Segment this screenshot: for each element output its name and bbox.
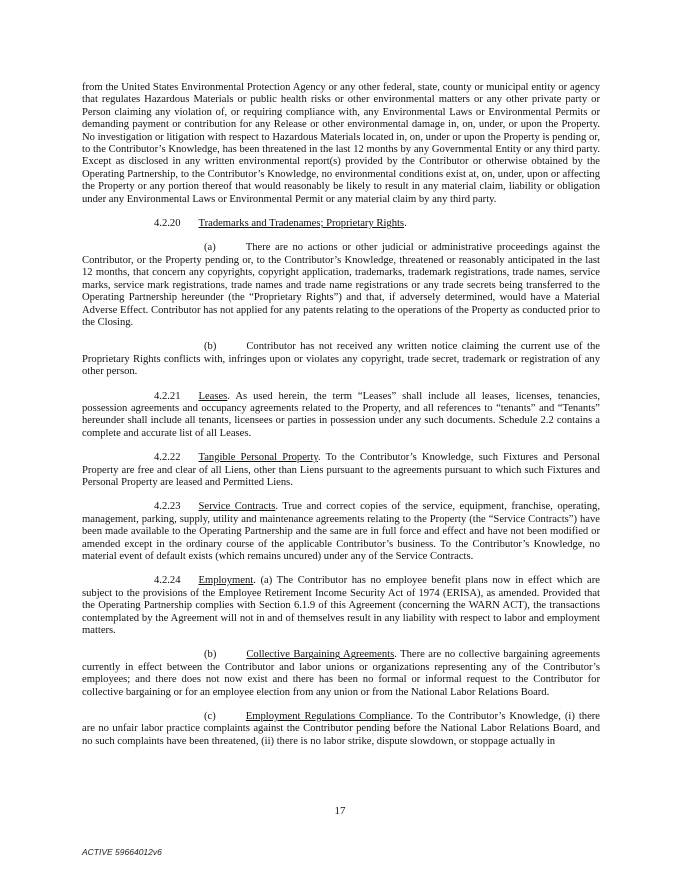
section-title: Leases [198,390,228,402]
section-number: 4.2.20 [154,218,181,230]
section-title: Service Contracts [198,501,276,513]
section-title: Employment [198,575,254,587]
section-text: . To the Contributor’s Knowledge, such Fixtures and Personal Property are free and clear of all Liens, other than Liens pursuant to the agreements pursuant to which such Fixtures and Personal Property are leased and Permitted Liens. [82,452,600,488]
page-number: 17 [334,805,346,817]
section-4-2-20-b [82,341,600,378]
section-number: 4.2.23 [154,501,181,513]
item-label: (b) [204,341,217,353]
section-4-2-20-heading: 4.2.20 Trademarks and Tradenames; Proprietary Rights. [154,218,407,230]
section-text: . (a) The Contributor has no employee benefit plans now in effect which are subject to the provisions of the Employee Retirement Income Security Act of 1974 (ERISA), as amended. Provided that the Operating Partnership complies with Section 6.1.9 of this Agreement (concerning the WARN ACT), the transactions contemplated by the Agreement will not in and of themselves result in any liability with respect to labor and employment matters. [82,575,600,637]
section-number: 4.2.21 [154,390,181,402]
item-label: (a) [204,242,216,254]
section-4-2-22 [82,452,600,489]
paragraph-environmental-continued: from the United States Environmental Protection Agency or any other federal, state, county or municipal entity or agency that regulates Hazardous Materials or public health risks or other environmental matters or any other private party or Person claiming any violation of, or requiring compliance with, any Environmental Laws or Environmental Permits or demanding payment or contribution for any Release or other environmental damage in, on, under, or upon the Property. No investigation or litigation with respect to Hazardous Materials located in, on, under or upon the Property is pending or, to the Contributor’s Knowledge, has been threatened in the last 12 months by any Governmental Entity or any third party. Except as disclosed in any written environmental report(s) provided by the Contributor or otherwise obtained by the Operating Partnership, to the Contributor’s Knowledge, no environmental conditions exist at, on, under, upon or affecting the Property or any portion thereof that would reasonably be likely to result in any material claim, liability or obligation under any Environmental Laws or Environmental Permit or any material claim by any third party. [82,82,600,205]
item-text: . There are no collective bargaining agreements currently in effect between the Contributor and labor unions or organizations representing any of the Contributor’s employees; and there does not now exist and there has been no formal or informal request to the Contributor for collective bargaining or for an employee election from any union or from the National Labor Relations Board. [82,649,600,698]
document-body [82,82,600,760]
section-4-2-20-a [82,242,600,329]
section-4-2-21 [82,391,600,441]
item-text: . To the Contributor’s Knowledge, (i) there are no unfair labor practice complaints against the Contributor pending before the National Labor Relations Board, and no such complaints have been threatened, (ii) there is no labor strike, dispute slowdown, or stoppage actually in [82,711,601,747]
item-title: Collective Bargaining Agreements [246,649,395,661]
item-label: (c) [204,711,216,723]
section-4-2-23 [82,501,600,563]
item-text: Contributor has not received any written notice claiming the current use of the Proprietary Rights conflicts with, infringes upon or violates any copyright, trade secret, trademark or registration of any other person. [82,341,600,378]
section-title: Trademarks and Tradenames; Proprietary Rights [198,218,405,230]
document-id: ACTIVE 59664012v6 [82,847,162,857]
section-text: . True and correct copies of the service, equipment, franchise, operating, management, parking, supply, utility and maintenance agreements relating to the Property (the “Service Contracts”) have been made available to the Operating Partnership and the same are in full force and effect and have not been modified or amended except in the ordinary course of the applicable Contributor’s business. To the Contributor’s Knowledge, no material event of default exists (which remains uncured) under any of the Service Contracts. [82,501,600,562]
section-title: Tangible Personal Property [198,452,318,464]
section-number: 4.2.22 [154,452,181,464]
item-title: Employment Regulations Compliance [245,711,411,723]
section-4-2-24 [82,575,600,637]
section-number: 4.2.24 [154,575,181,587]
item-label: (b) [204,649,217,661]
section-4-2-24-c [82,711,600,748]
item-text: There are no actions or other judicial or administrative proceedings against the Contributor, or the Property pending or, to the Contributor’s Knowledge, threatened or reasonably anticipated in the last 12 months, that concern any copyrights, copyright application, trademarks, trademark registrations, trade names, service marks, service mark registrations, trade names and trade name registrations or any trade secrets being transferred to the Operating Partnership hereunder (the “Proprietary Rights”) and that, if adversely determined, would have a Material Adverse Effect. Contributor has not applied for any patents relating to the operations of the Property as conducted prior to the Closing. [82,242,600,328]
section-4-2-24-b [82,649,600,699]
section-text: . As used herein, the term “Leases” shall include all leases, licenses, tenancies, possession agreements and occupancy agreements related to the Property, and all references to “tenants” and “Tenants” hereunder shall include all tenants, licensees or parties in possession under any such documents. Schedule 2.2 contains a complete and accurate list of all Leases. [82,390,600,439]
